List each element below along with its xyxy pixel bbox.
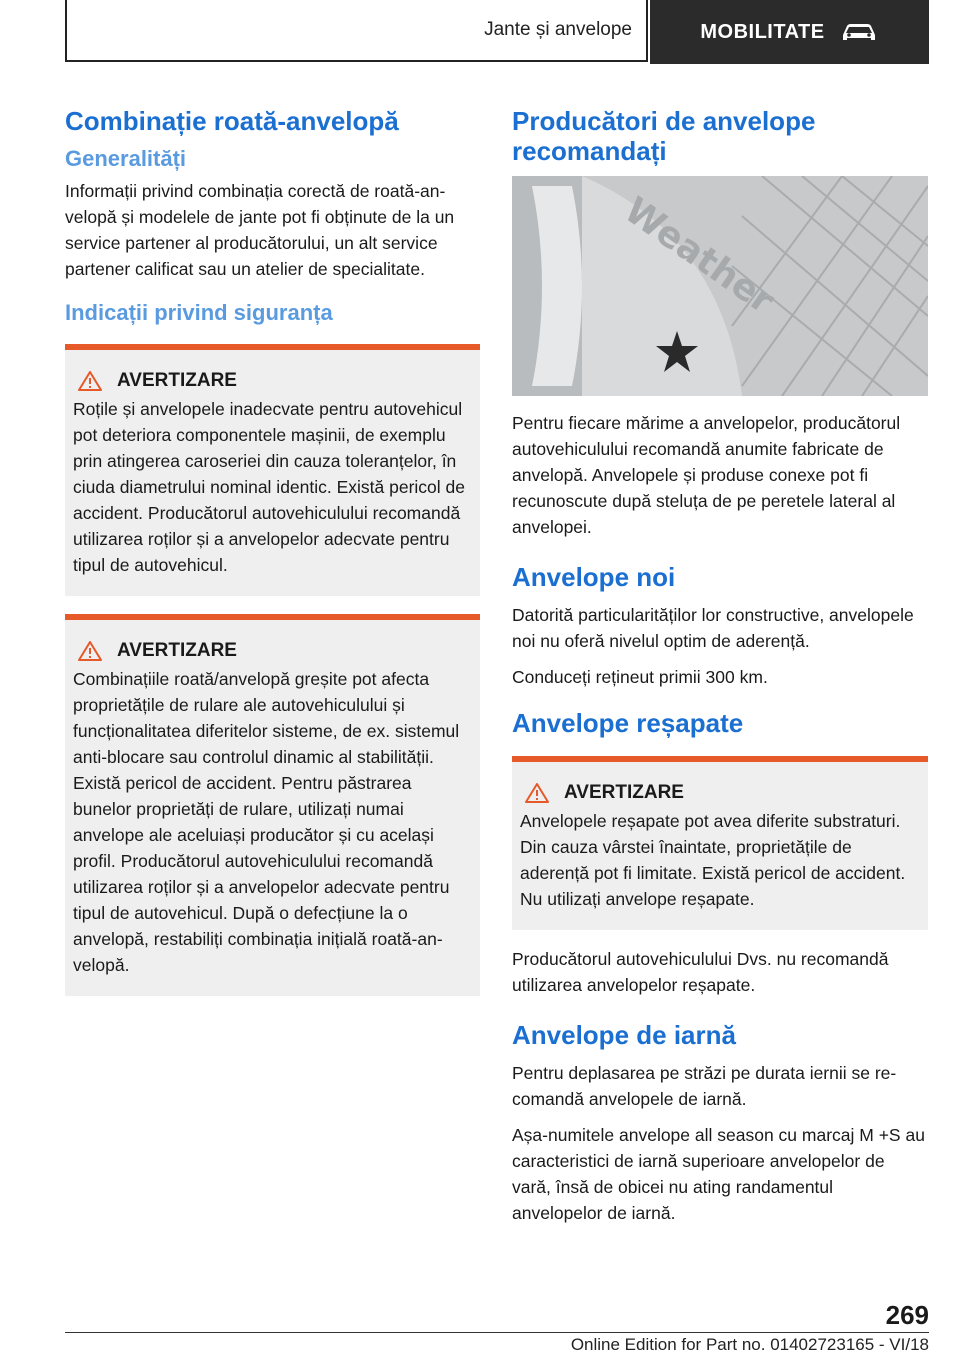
- chapter-title: MOBILITATE: [700, 20, 825, 43]
- tire-sidewall-image: [512, 176, 928, 396]
- general-text: Informații privind combinația corectă de roată-anvelopă și modelele de jante pot fi obținute de la un service partener al producătorului, un alt service partener calificat sau un atelier de specialitate.: [65, 181, 455, 279]
- retread-text: Producătorul autovehiculului Dvs. nu recomandă utilizarea anvelopelor reșapate.: [512, 949, 889, 995]
- warning-label: AVERTIZARE: [564, 782, 684, 803]
- new-tires-heading: Anvelope noi: [512, 562, 676, 592]
- left-column: [65, 98, 480, 1012]
- page-header: [65, 0, 929, 64]
- footer-divider: [65, 1332, 929, 1333]
- safety-heading: Indicații privind siguranța: [65, 300, 333, 325]
- winter-tires-heading: Anvelope de iarnă: [512, 1020, 736, 1050]
- warning-triangle-icon: [524, 782, 550, 804]
- warning-text: Anvelopele reșapate pot avea diferite substraturi. Din cauza vârstei înaintate, proprietățile de aderență pot fi limitate. Există pericol de accident. Nu utilizați anvelope reșapate.: [520, 811, 906, 909]
- section-title: Jante și anvelope: [65, 0, 648, 62]
- warning-box: [512, 756, 928, 930]
- warning-label: AVERTIZARE: [117, 640, 237, 661]
- winter-tires-text-2: Așa-numitele anvelope all season cu marcaj M +S au caracteristici de iarnă superioare anvelopelor de vară, însă de obicei nu ating randamentul anvelopelor de iarnă.: [512, 1125, 925, 1223]
- recommended-text: Pentru fiecare mărime a anvelopelor, producătorul autovehiculului recomandă anumite fabricate de anvelopă. Anvelopele și produse conexe pot fi recunoscute după steluța de pe peretele lateral al anvelopei.: [512, 413, 901, 537]
- car-icon: [839, 21, 879, 43]
- retread-heading: Anvelope reșapate: [512, 708, 744, 738]
- warning-text: Roțile și anvelopele inadecvate pentru autovehicul pot deteriora componentele mașinii, de exemplu prin atingerea caroseriei din cauza toleranțelor, în ciuda diametrului nominal identic. Există pericol de accident. Producătorul autovehiculului recomandă utilizarea roților și a anvelopelor adecvate pentru tipul de autovehicul.: [73, 399, 466, 575]
- main-title: Combinație roată-anvelopă: [65, 106, 399, 136]
- warning-triangle-icon: [77, 640, 103, 662]
- right-column: [512, 98, 928, 1236]
- warning-box: [65, 614, 480, 996]
- new-tires-text: Datorită particularităților lor constructive, anvelopele noi nu oferă nivelul optim de aderență.: [512, 605, 914, 651]
- winter-tires-text: Pentru deplasarea pe străzi pe durata iernii se recomandă anvelopele de iarnă.: [512, 1063, 897, 1109]
- chapter-tab: [650, 0, 929, 64]
- new-tires-text-2: Conduceți rețineut primii 300 km.: [512, 667, 768, 687]
- warning-label: AVERTIZARE: [117, 370, 237, 391]
- general-heading: Generalități: [65, 146, 187, 171]
- recommended-title: Producători de anvelope recomandați: [512, 106, 816, 166]
- tire-sidewall-text: Weather: [616, 189, 782, 323]
- page-number: 269: [885, 1300, 929, 1330]
- edition-text: Online Edition for Part no. 01402723165 - VI/18: [570, 1335, 929, 1354]
- warning-box: [65, 344, 480, 596]
- warning-text: Combinațiile roată/anvelopă greșite pot afecta proprietățile de rulare ale autovehiculului și funcționalitatea diferitelor sisteme, de ex. sistemul anti-blocare sau controlul dinamic al stabilității. Există pericol de accident. Pentru păstrarea bunelor proprietăți de rulare, utilizați numai anvelope ale aceluiași producător și cu același profil. Producătorul autovehiculului recomandă utilizarea roților și a anvelopelor adecvate pentru tipul de autovehicul. După o defecțiune la o anvelopă, restabiliți combinația inițială roată-anvelopă.: [73, 669, 460, 975]
- warning-triangle-icon: [77, 370, 103, 392]
